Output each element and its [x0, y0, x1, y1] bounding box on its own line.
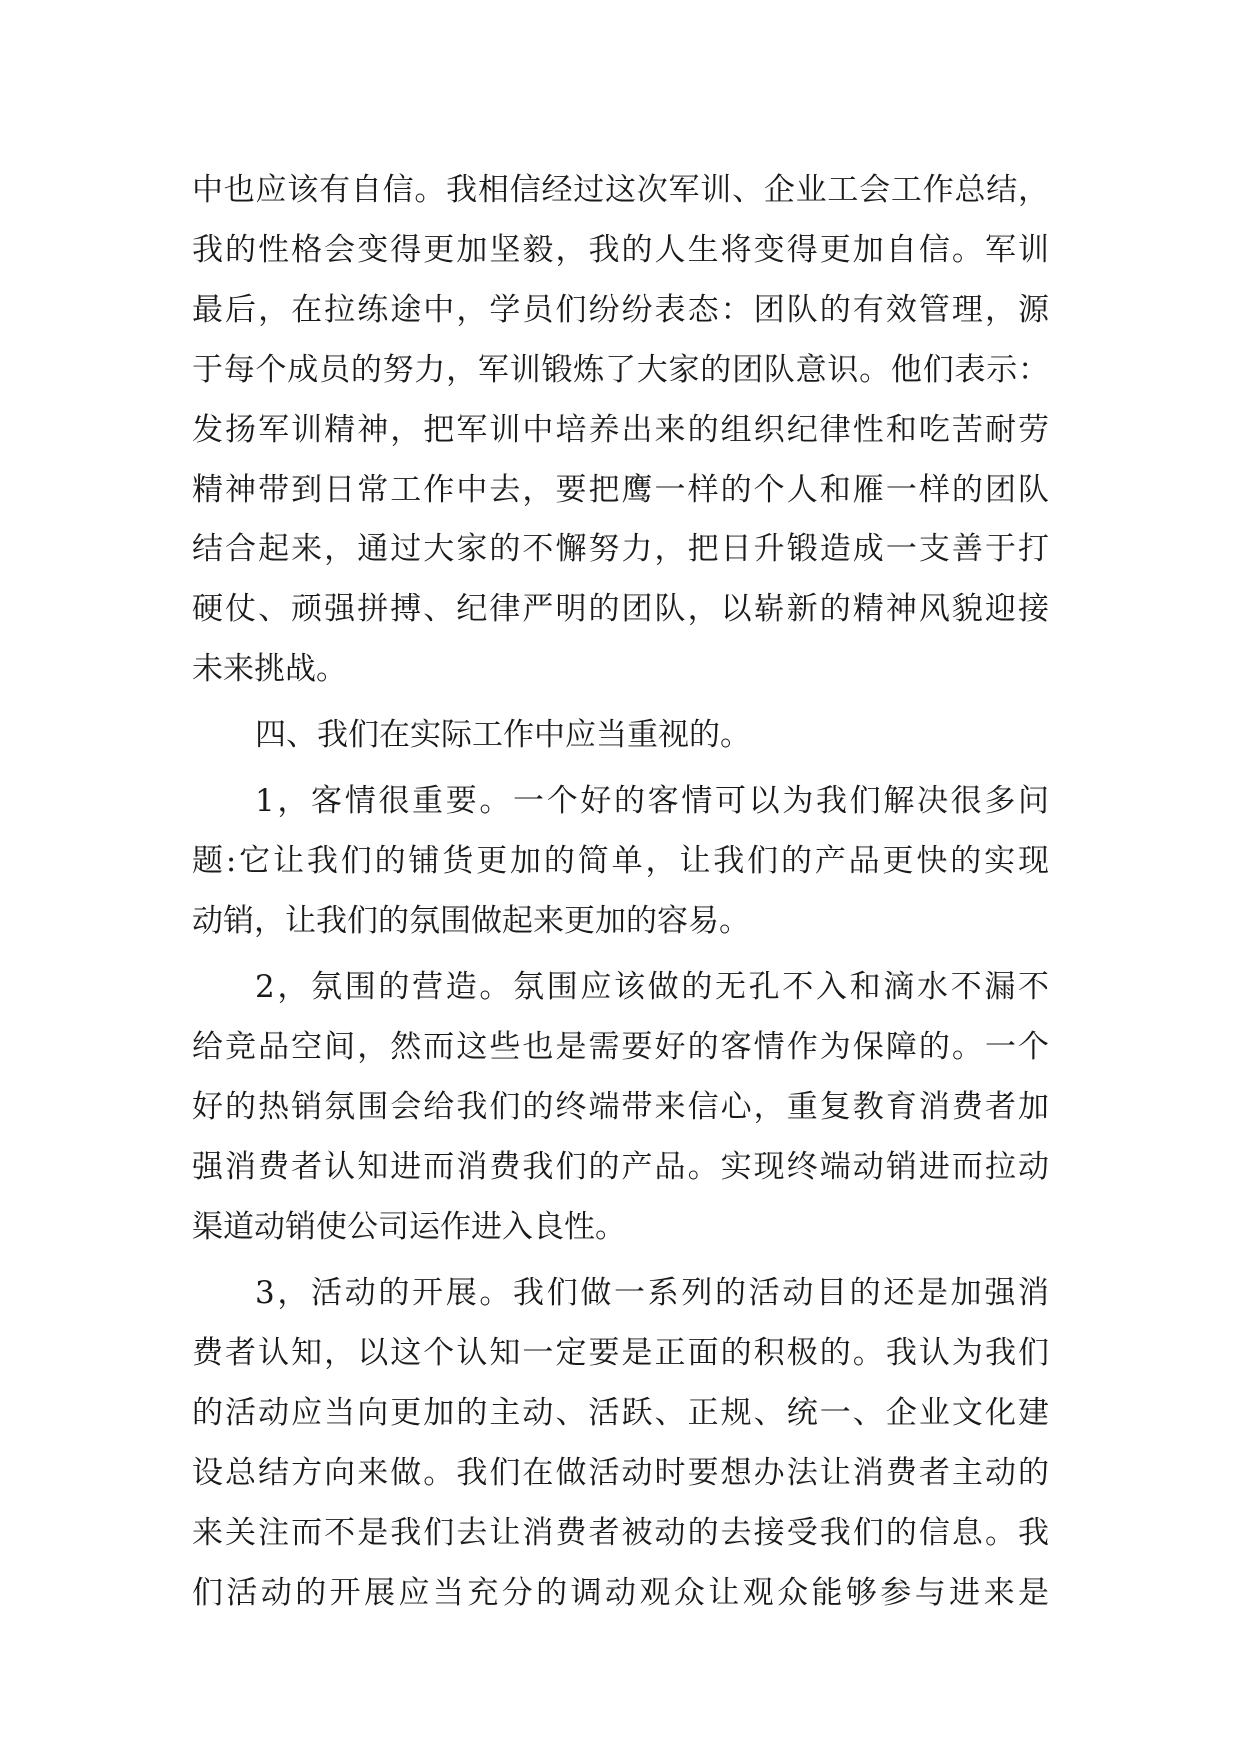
paragraph-last-line: 未来挑战。	[192, 651, 347, 687]
text-line: 于每个成员的努力，军训锻炼了大家的团队意识。他们表示：	[192, 352, 1049, 388]
text-line: 的活动应当向更加的主动、活跃、正规、统一、企业文化建	[192, 1395, 1049, 1431]
text-line: 设总结方向来做。我们在做活动时要想办法让消费者主动的	[192, 1455, 1049, 1491]
text-line: 我的性格会变得更加坚毅，我的人生将变得更加自信。军训	[192, 232, 1049, 268]
text-line: 结合起来，通过大家的不懈努力，把日升锻造成一支善于打	[192, 531, 1049, 567]
list-item-3-first-line: 3，活动的开展。我们做一系列的活动目的还是加强消	[255, 1275, 1049, 1311]
text-line: 好的热销氛围会给我们的终端带来信心，重复教育消费者加	[192, 1089, 1049, 1125]
text-line: 题:它让我们的铺货更加的简单，让我们的产品更快的实现	[192, 843, 1049, 879]
text-line: 最后，在拉练途中，学员们纷纷表态：团队的有效管理，源	[192, 292, 1049, 328]
text-line: 发扬军训精神，把军训中培养出来的组织纪律性和吃苦耐劳	[192, 412, 1049, 448]
text-line: 费者认知，以这个认知一定要是正面的积极的。我认为我们	[192, 1335, 1049, 1371]
text-line: 中也应该有自信。我相信经过这次军训、企业工会工作总结，	[192, 172, 1049, 208]
list-item-2-first-line: 2，氛围的营造。氛围应该做的无孔不入和滴水不漏不	[255, 969, 1049, 1005]
text-line: 精神带到日常工作中去，要把鹰一样的个人和雁一样的团队	[192, 472, 1049, 508]
section-heading: 四、我们在实际工作中应当重视的。	[255, 717, 751, 753]
paragraph-last-line: 渠道动销使公司运作进入良性。	[192, 1209, 626, 1245]
text-line: 来关注而不是我们去让消费者被动的去接受我们的信息。我	[192, 1515, 1049, 1551]
paragraph-last-line: 动销，让我们的氛围做起来更加的容易。	[192, 903, 750, 939]
text-line: 们活动的开展应当充分的调动观众让观众能够参与进来是	[192, 1575, 1049, 1611]
text-line: 强消费者认知进而消费我们的产品。实现终端动销进而拉动	[192, 1149, 1049, 1185]
text-line: 硬仗、顽强拼搏、纪律严明的团队，以崭新的精神风貌迎接	[192, 591, 1049, 627]
list-item-1-first-line: 1，客情很重要。一个好的客情可以为我们解决很多问	[255, 783, 1049, 819]
text-line: 给竞品空间，然而这些也是需要好的客情作为保障的。一个	[192, 1029, 1049, 1065]
